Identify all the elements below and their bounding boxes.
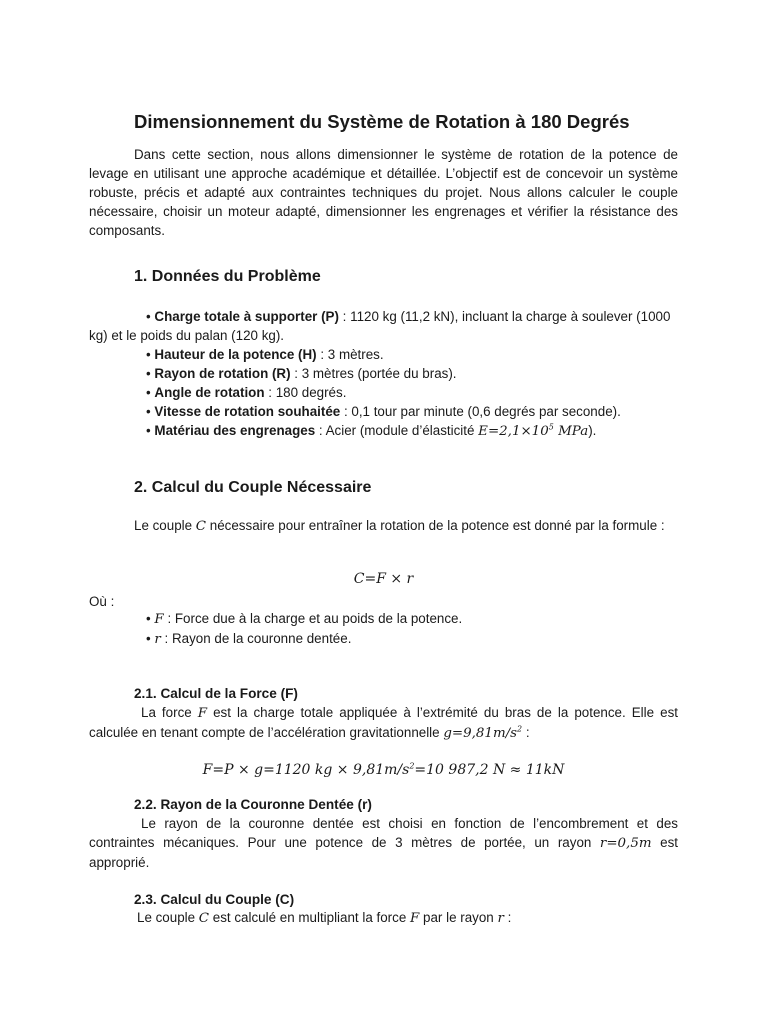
section-1-heading: 1. Données du Problème: [134, 268, 321, 285]
gravity-formula: $g=9,81m/s^2$: [443, 724, 523, 741]
data-item-label: Hauteur de la potence (H): [154, 347, 317, 362]
section-2-3-heading: 2.3. Calcul du Couple (C): [134, 892, 295, 907]
section-2-1-heading: 2.1. Calcul de la Force (F): [134, 686, 298, 701]
intro-paragraph: Dans cette section, nous allons dimensionner le système de rotation de la potence de levage en utilisant une approche académique et détaillée. L’objectif est de concevoir un système robuste, précis et adapté aux contraintes techniques du projet. Nous allons calculer le couple nécessaire, choisir un moteur adapté, dimensionner les engrenages et vérifier la résistance des composants.: [89, 147, 678, 238]
data-item-text: : 3 mètres (portée du bras).: [290, 366, 457, 381]
data-item-text: : 180 degrés.: [264, 385, 347, 400]
couple-paragraph: Le couple C nécessaire pour entraîner la rotation de la potence est donné par la formule :: [134, 518, 665, 534]
data-item-charge: • Charge totale à supporter (P) : 1120 kg (11,2 kN), incluant la charge à soulever (1000: [146, 309, 671, 324]
calcul-couple-paragraph: Le couple C est calculé en multipliant la force F par le rayon r :: [137, 910, 512, 926]
force-paragraph: La force F est la charge totale appliquée à l’extrémité du bras de la potence. Elle est calculée en tenant compte de l’accélération gravitationnelle $g=9,81m/s^2$ :: [89, 705, 678, 741]
data-item-text: : 0,1 tour par minute (0,6 degrés par seconde).: [340, 404, 621, 419]
data-item-text: : Acier (module d’élasticité: [315, 423, 479, 438]
data-item-text: : 1120 kg (11,2 kN), incluant la charge à soulever (1000: [338, 309, 671, 324]
data-item-vitesse: • Vitesse de rotation souhaitée : 0,1 tour par minute (0,6 degrés par seconde).: [146, 404, 621, 419]
rayon-paragraph: Le rayon de la couronne dentée est choisi en fonction de l’encombrement et des contraintes mécaniques. Pour une potence de 3 mètres de portée, un rayon r=0,5m est approprié.: [89, 816, 678, 870]
page-title: Dimensionnement du Système de Rotation à 180 Degrés: [134, 111, 630, 132]
couple-equation: C=F × r: [353, 571, 414, 587]
variable-f-item: • F : Force due à la charge et au poids de la potence.: [146, 611, 463, 627]
ou-label: Où :: [89, 594, 115, 609]
section-2-heading: 2. Calcul du Couple Nécessaire: [134, 479, 372, 496]
data-item-label: Vitesse de rotation souhaitée: [154, 404, 341, 419]
data-item-hauteur: • Hauteur de la potence (H) : 3 mètres.: [146, 347, 384, 362]
elasticity-formula: $E=2,1\times 10^5$ MPa: [478, 422, 589, 439]
data-item-label: Matériau des engrenages: [154, 423, 316, 438]
data-item-text: : 3 mètres.: [316, 347, 384, 362]
rayon-formula: r=0,5m: [599, 836, 652, 851]
force-equation: F=P × g=1120 kg × $9,81m/s^2=10$ 987,2 N ≈ 11kN: [202, 761, 565, 778]
data-item-charge-continuation: kg) et le poids du palan (120 kg).: [89, 328, 285, 343]
section-2-2-heading: 2.2. Rayon de la Couronne Dentée (r): [134, 797, 372, 812]
data-item-angle: • Angle de rotation : 180 degrés.: [146, 385, 347, 400]
variable-r-item: • r : Rayon de la couronne dentée.: [146, 631, 352, 647]
data-item-rayon: • Rayon de rotation (R) : 3 mètres (portée du bras).: [146, 366, 457, 381]
data-item-label: Charge totale à supporter (P): [154, 309, 339, 324]
data-item-label: Angle de rotation: [154, 385, 265, 400]
data-item-label: Rayon de rotation (R): [154, 366, 291, 381]
data-item-materiau: • Matériau des engrenages : Acier (module d’élasticité $E=2,1\times 10^5$ MPa).: [146, 422, 597, 439]
